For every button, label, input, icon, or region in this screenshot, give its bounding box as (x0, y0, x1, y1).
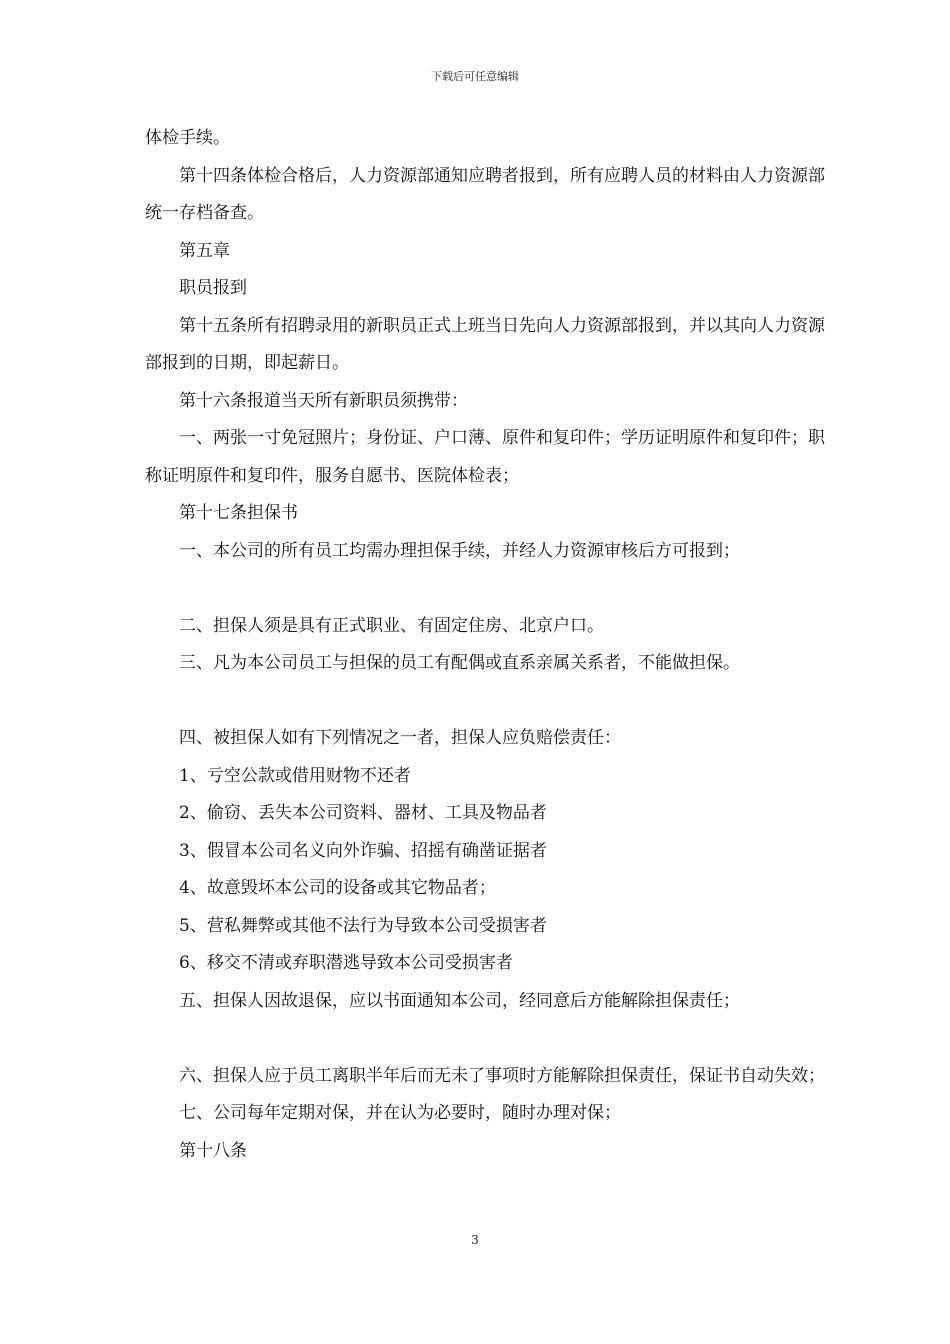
list-item: 6、移交不清或弃职潜逃导致本公司受损害者 (179, 953, 513, 973)
page-number: 3 (471, 1233, 479, 1247)
list-item: 4、故意毁坏本公司的设备或其它物品者； (179, 878, 496, 898)
paragraph: 一、两张一寸免冠照片；身份证、户口薄、原件和复印件；学历证明原件和复印件；职称证明原件和复印件，服务自愿书、医院体检表； (145, 428, 825, 486)
paragraph: 三、凡为本公司员工与担保的员工有配偶或直系亲属关系者，不能做担保。 (179, 653, 740, 673)
paragraph: 第十七条担保书 (179, 503, 298, 523)
chapter-title: 职员报到 (179, 278, 247, 298)
paragraph: 七、公司每年定期对保，并在认为必要时，随时办理对保； (179, 1103, 621, 1123)
chapter-heading: 第五章 (179, 240, 230, 261)
paragraph: 四、被担保人如有下列情况之一者，担保人应负赔偿责任： (179, 728, 621, 748)
list-item: 3、假冒本公司名义向外诈骗、招摇有确凿证据者 (179, 840, 547, 861)
list-item: 5、营私舞弊或其他不法行为导致本公司受损害者 (179, 915, 547, 936)
paragraph: 五、担保人因故退保，应以书面通知本公司，经同意后方能解除担保责任； (179, 990, 740, 1011)
document-body (145, 120, 825, 1170)
paragraph: 体检手续。 (145, 128, 230, 148)
list-item: 1、亏空公款或借用财物不还者 (179, 765, 411, 786)
paragraph: 第十四条体检合格后，人力资源部通知应聘者报到，所有应聘人员的材料由人力资源部统一存档备查。 (145, 165, 825, 223)
list-item: 2、偷窃、丢失本公司资料、器材、工具及物品者 (179, 803, 547, 823)
paragraph: 第十五条所有招聘录用的新职员正式上班当日先向人力资源部报到，并以其向人力资源部报到的日期，即起薪日。 (145, 315, 825, 373)
paragraph: 二、担保人须是具有正式职业、有固定住房、北京户口。 (179, 615, 604, 636)
paragraph: 六、担保人应于员工离职半年后而无未了事项时方能解除担保责任，保证书自动失效； (179, 1065, 825, 1086)
paragraph: 第十六条报道当天所有新职员须携带： (179, 390, 468, 411)
page-header: 下载后可任意编辑 (431, 70, 519, 83)
paragraph: 第十八条 (179, 1140, 247, 1161)
paragraph: 一、本公司的所有员工均需办理担保手续，并经人力资源审核后方可报到； (179, 540, 740, 561)
